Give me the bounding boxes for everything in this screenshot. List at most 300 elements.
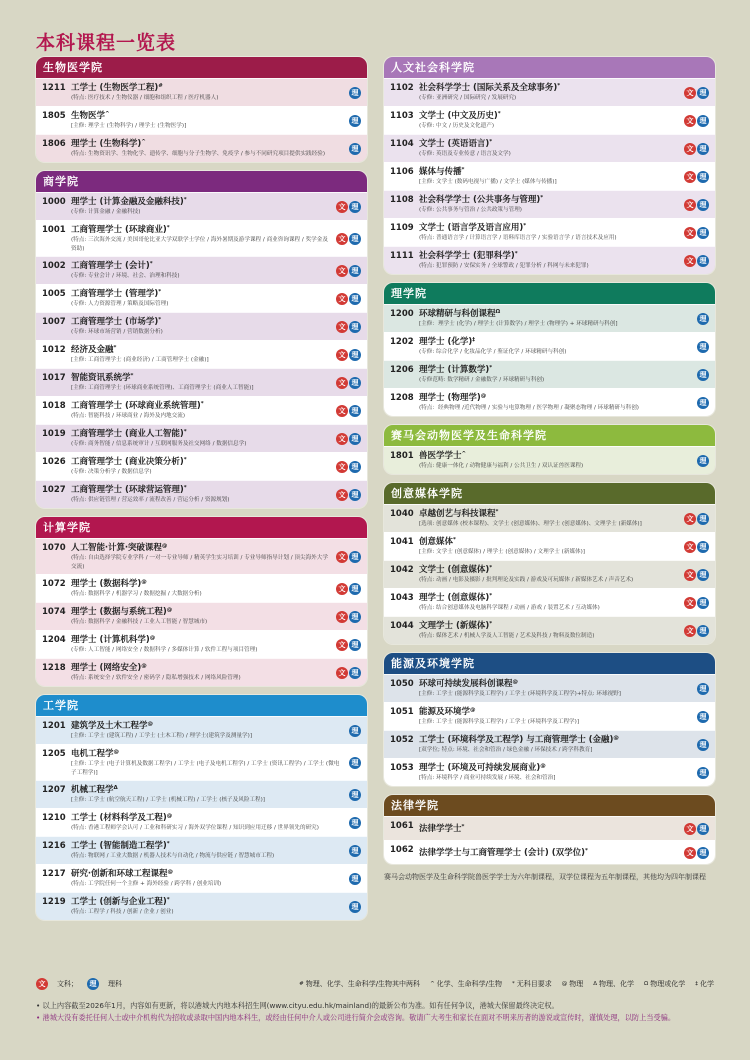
program-body xyxy=(71,138,349,159)
subject-requirement-mark: * xyxy=(461,167,465,174)
science-badge-icon: 理 xyxy=(349,87,361,99)
program-body xyxy=(419,392,697,413)
science-badge-icon: 理 xyxy=(349,233,361,245)
program-code: 1204 xyxy=(42,635,66,645)
program-title xyxy=(71,344,336,356)
program-code: 1202 xyxy=(390,337,414,347)
science-badge-icon: 理 xyxy=(697,569,709,581)
program-detail: [特点: 环境科学 / 商业可持续发展 / 环境、社会和管治] xyxy=(419,775,556,782)
program-row[interactable] xyxy=(36,716,367,744)
arts-badge-icon: 文 xyxy=(684,823,696,835)
program-title xyxy=(419,82,684,94)
arts-badge-icon: 文 xyxy=(684,847,696,859)
subject-requirement-mark: * xyxy=(166,841,170,848)
program-name: 工学士 (生物医学工程) xyxy=(71,83,159,94)
program-title xyxy=(419,620,684,632)
program-row[interactable] xyxy=(384,532,715,560)
program-detail: (特点: 数据科学 / 机器学习 / 数据挖掘 / 大数据分析) xyxy=(71,591,202,598)
program-title xyxy=(419,222,684,234)
science-badge-icon: 理 xyxy=(697,397,709,409)
program-name: 理学士 (网络安全) xyxy=(71,663,142,674)
program-row[interactable] xyxy=(36,424,367,452)
duration-note: 赛马会动物医学及生命科学院兽医学学士为六年制课程，双学位课程为五年制课程，其他均为四年制课程 xyxy=(384,873,706,881)
program-name: 工商管理学士 (管理学) xyxy=(71,289,159,300)
program-code: 1041 xyxy=(390,537,414,547)
subject-requirement-mark: * xyxy=(113,345,117,352)
program-body xyxy=(71,840,349,861)
program-detail: (专修: 决策分析学 / 数据信息学) xyxy=(71,469,152,476)
legend-mark: * xyxy=(512,981,515,987)
science-badge-icon: 理 xyxy=(349,845,361,857)
program-name: 电机工程学 xyxy=(71,749,114,759)
science-badge-icon: 理 xyxy=(697,823,709,835)
science-badge-icon: 理 xyxy=(697,739,709,751)
arts-badge-icon: 文 xyxy=(336,349,348,361)
science-badge-icon: 理 xyxy=(349,377,361,389)
program-row[interactable] xyxy=(36,220,367,256)
program-detail: (特点: 供应链管理 / 营运效率 / 流程改善 / 营运分析 / 资源规划) xyxy=(71,497,230,504)
program-name: 创意媒体 xyxy=(419,537,454,548)
stream-badges xyxy=(336,461,361,473)
science-badge-icon: 理 xyxy=(697,87,709,99)
school-section xyxy=(384,653,715,786)
program-title xyxy=(419,250,684,262)
program-detail: [主修: 文学士 (创意媒体) / 理学士 (创意媒体) / 文理学士 (新媒体)] xyxy=(419,549,585,556)
program-code: 1210 xyxy=(42,813,66,823)
program-title xyxy=(71,578,336,590)
science-badge-icon: 理 xyxy=(697,227,709,239)
school-header: 赛马会动物医学及生命科学院 xyxy=(384,425,715,446)
program-body xyxy=(71,344,336,365)
program-name: 工商管理学士 (市场学) xyxy=(71,317,159,328)
program-code: 1044 xyxy=(390,621,414,631)
program-detail: (特点: 香港工程师学会认可 / 工业和科研实习 / 海外双学位课程 / 知识到应用迁移 / 世界领先的研究) xyxy=(71,825,319,832)
program-code: 1012 xyxy=(42,345,66,355)
program-row[interactable] xyxy=(36,808,367,836)
stream-badges xyxy=(336,667,361,679)
stream-badges xyxy=(684,199,709,211)
program-code: 1050 xyxy=(390,679,414,689)
program-title xyxy=(419,138,684,150)
legend-science-label: 理科 xyxy=(108,980,122,988)
stream-badges xyxy=(349,817,361,829)
science-badge-icon: 理 xyxy=(349,201,361,213)
subject-requirement-mark: * xyxy=(183,429,187,436)
stream-badges xyxy=(349,143,361,155)
stream-badges xyxy=(336,551,361,563)
stream-badges xyxy=(697,369,709,381)
subject-requirement-mark: @ xyxy=(512,679,519,686)
program-title xyxy=(419,364,697,376)
subject-requirement-mark: @ xyxy=(141,663,147,670)
subject-requirement-mark: @ xyxy=(147,721,154,728)
program-code: 1019 xyxy=(42,429,66,439)
program-detail: (特点: 普通语言学 / 计算语言学 / 语料库语言学 / 实验语言学 / 语言技术及应用) xyxy=(419,235,617,242)
stream-badges xyxy=(349,757,361,769)
school-header: 能源及环境学院 xyxy=(384,653,715,674)
program-title xyxy=(71,400,336,412)
science-badge-icon: 理 xyxy=(349,489,361,501)
program-title xyxy=(71,748,349,760)
arts-badge-icon: 文 xyxy=(684,625,696,637)
program-body xyxy=(419,678,697,699)
program-row[interactable] xyxy=(384,134,715,162)
science-badge-icon: 理 xyxy=(349,757,361,769)
program-row[interactable] xyxy=(36,106,367,134)
program-body xyxy=(71,812,349,833)
program-title xyxy=(71,288,336,300)
program-row[interactable] xyxy=(36,836,367,864)
stream-badges xyxy=(349,789,361,801)
program-name: 理学士 (环境及可持续发展商业) xyxy=(419,763,541,774)
stream-badges xyxy=(336,639,361,651)
science-badge-icon: 理 xyxy=(697,455,709,467)
program-name: 理学士 (物理学) xyxy=(419,393,481,404)
program-row[interactable] xyxy=(36,892,367,920)
program-title xyxy=(71,372,336,384)
legend-key xyxy=(430,979,502,989)
science-badge-icon: 理 xyxy=(349,873,361,885)
legend-text: 化学 xyxy=(700,980,714,988)
program-body xyxy=(71,578,336,599)
program-row[interactable] xyxy=(384,730,715,758)
program-name: 智能资讯系统学 xyxy=(71,373,131,384)
program-body xyxy=(419,250,684,271)
program-title xyxy=(419,450,697,462)
legend-key xyxy=(299,979,420,989)
program-body xyxy=(419,706,697,727)
program-row[interactable] xyxy=(384,504,715,532)
school-section xyxy=(36,171,367,508)
program-code: 1061 xyxy=(390,821,414,831)
program-body xyxy=(71,662,336,683)
program-code: 1026 xyxy=(42,457,66,467)
subject-requirement-mark: * xyxy=(495,509,499,516)
program-detail: (特点: 智能科技 / 环球商业 / 海外及内地交流) xyxy=(71,413,186,420)
program-body xyxy=(419,847,684,859)
program-title xyxy=(71,82,349,94)
subject-requirement-mark: Ω xyxy=(495,309,501,316)
program-code: 1208 xyxy=(390,393,414,403)
left-column xyxy=(36,57,367,929)
program-name: 工商管理学士 (商业决策分析) xyxy=(71,457,184,468)
science-badge-icon: 理 xyxy=(349,789,361,801)
science-badge-icon: 理 xyxy=(697,625,709,637)
program-name: 工学士 (创新与企业工程) xyxy=(71,897,167,908)
program-body xyxy=(71,288,336,309)
program-code: 1040 xyxy=(390,509,414,519)
program-name: 社会科学学士 (国际关系及全球事务) xyxy=(419,83,558,94)
program-row[interactable] xyxy=(384,816,715,840)
subject-requirement-mark: * xyxy=(523,223,527,230)
subject-requirement-mark: * xyxy=(453,537,456,544)
subject-requirement-mark: * xyxy=(149,261,153,268)
program-name: 研究‧创新和环球工程课程 xyxy=(71,869,168,880)
program-body xyxy=(71,456,336,477)
science-badge-icon: 理 xyxy=(697,513,709,525)
subject-requirement-mark: * xyxy=(497,111,501,118)
science-badge-icon: 理 xyxy=(349,583,361,595)
program-name: 建筑学及土木工程学 xyxy=(71,721,148,732)
program-row[interactable] xyxy=(36,864,367,892)
program-detail: (专修: 计算金融 / 金融科技) xyxy=(71,209,141,216)
program-code: 1207 xyxy=(42,785,66,795)
program-row[interactable] xyxy=(384,588,715,616)
science-badge-icon: 理 xyxy=(349,321,361,333)
program-row[interactable] xyxy=(36,538,367,574)
legend-mark: Δ xyxy=(593,981,598,987)
program-title xyxy=(71,138,349,150)
program-row[interactable] xyxy=(384,388,715,416)
program-row[interactable] xyxy=(384,616,715,644)
stream-badges xyxy=(697,341,709,353)
program-name: 文学士 (中文及历史) xyxy=(419,111,498,122)
program-code: 1219 xyxy=(42,897,66,907)
school-section xyxy=(384,483,715,644)
program-row[interactable] xyxy=(36,780,367,808)
subject-requirement-mark: ^ xyxy=(461,451,467,458)
program-name: 文学士 (英语语言) xyxy=(419,139,490,150)
program-row[interactable] xyxy=(384,702,715,730)
program-row[interactable] xyxy=(384,246,715,274)
footnote-update: • 以上内容截至2026年1月，内容如有更新，将以港城大内地本科招生网(www.cityu.edu.hk/mainland)的最新公布为准。如有任何争议，港城大保留最终决定权。 xyxy=(36,1001,559,1010)
program-title xyxy=(71,110,349,122)
program-body xyxy=(419,336,697,357)
science-badge-icon: 理 xyxy=(697,115,709,127)
stream-badges xyxy=(697,739,709,751)
school-section xyxy=(384,57,715,274)
science-badge-icon: 理 xyxy=(349,143,361,155)
program-name: 工商管理学士 (环球商业系统管理) xyxy=(71,401,201,412)
program-detail: [主修: 工商管理学士 (环球商业系统管理)、工商管理学士 (商业人工智能)] xyxy=(71,385,254,392)
program-row[interactable] xyxy=(36,396,367,424)
subject-requirement-mark: * xyxy=(183,457,187,464)
arts-badge-icon: 文 xyxy=(336,265,348,277)
program-code: 1806 xyxy=(42,139,66,149)
subject-requirement-mark: # xyxy=(158,83,163,90)
program-row[interactable] xyxy=(36,744,367,780)
program-row[interactable] xyxy=(36,452,367,480)
subject-requirement-mark: * xyxy=(200,401,204,408)
legend-arts-label: 文科； xyxy=(57,980,78,988)
program-code: 1218 xyxy=(42,663,66,673)
program-title xyxy=(419,823,684,835)
stream-badges xyxy=(684,569,709,581)
program-detail: (特点: 犯罪预防 / 安保实务 / 全球警政 / 犯罪分析 / 科网与未来犯罪) xyxy=(419,263,589,270)
program-row[interactable] xyxy=(36,134,367,162)
legend-key xyxy=(512,979,552,989)
school-header: 法律学院 xyxy=(384,795,715,816)
program-body xyxy=(71,484,336,505)
school-section xyxy=(36,695,367,920)
program-name: 兽医学学士 xyxy=(419,451,462,462)
science-badge-icon: 理 xyxy=(349,667,361,679)
program-row[interactable] xyxy=(384,360,715,388)
program-name: 理学士 (化学) xyxy=(419,337,473,348)
program-code: 1205 xyxy=(42,749,66,759)
program-body xyxy=(71,400,336,421)
arts-badge-icon: 文 xyxy=(684,569,696,581)
science-badge-icon: 理 xyxy=(697,199,709,211)
program-row[interactable] xyxy=(36,602,367,630)
program-code: 1111 xyxy=(390,251,414,261)
program-body xyxy=(419,823,684,835)
program-detail: (专修: 英语及专业传意 / 语言及文学) xyxy=(419,151,511,158)
program-body xyxy=(71,784,349,805)
subject-requirement-mark: @ xyxy=(167,869,173,876)
program-row[interactable] xyxy=(36,480,367,508)
program-name: 文学士 (语言学及语言应用) xyxy=(419,223,524,234)
stream-badges xyxy=(684,847,709,859)
program-name: 社会科学学士 (公共事务与管理) xyxy=(419,195,541,206)
stream-badges xyxy=(349,87,361,99)
program-detail: [选项: 创意媒体 (校本课程)、文学士 (创意媒体)、理学士 (创意媒体)、文理学士 (新媒体)] xyxy=(419,521,642,528)
program-name: 工学士 (材料科学及工程) xyxy=(71,813,167,824)
legend-text: 物理、化学、生命科学/生物其中两科 xyxy=(305,980,421,988)
science-badge-icon: 理 xyxy=(697,143,709,155)
subject-requirement-mark: * xyxy=(158,289,162,296)
program-detail: (特点: 系统安全 / 软件安全 / 密码学 / 隐私增强技术 / 网络风险管理) xyxy=(71,675,241,682)
program-row[interactable] xyxy=(384,218,715,246)
program-name: 理学士 (计算金融及金融科技) xyxy=(71,197,184,208)
legend-text: 物理 xyxy=(569,980,584,988)
program-name: 环球精研与科创课程 xyxy=(419,309,496,320)
arts-badge-icon: 文 xyxy=(336,233,348,245)
program-row[interactable] xyxy=(384,674,715,702)
stream-badges xyxy=(697,711,709,723)
program-row[interactable] xyxy=(384,758,715,786)
program-detail: [主修: 工学士 (电子计算机及数据工程学) / 工学士 (电子及电机工程学) / 工学士 (资讯工程学) / 工学士 (微电子工程学)] xyxy=(71,761,340,776)
program-row[interactable] xyxy=(384,446,715,474)
arts-badge-icon: 文 xyxy=(336,551,348,563)
program-detail: (专修: 亚洲研究 / 国际研究 / 发展研究) xyxy=(419,95,517,102)
program-body xyxy=(419,734,697,755)
program-title xyxy=(419,734,697,746)
arts-badge-icon: 文 xyxy=(36,978,48,990)
program-code: 1072 xyxy=(42,579,66,589)
arts-badge-icon: 文 xyxy=(684,227,696,239)
science-badge-icon: 理 xyxy=(349,551,361,563)
science-badge-icon: 理 xyxy=(349,639,361,651)
arts-badge-icon: 文 xyxy=(684,199,696,211)
program-row[interactable] xyxy=(36,368,367,396)
program-title xyxy=(419,508,684,520)
program-body xyxy=(419,508,684,529)
program-row[interactable] xyxy=(36,340,367,368)
program-row[interactable] xyxy=(36,192,367,220)
program-body xyxy=(71,82,349,103)
science-badge-icon: 理 xyxy=(87,978,99,990)
stream-badges xyxy=(684,823,709,835)
program-row[interactable] xyxy=(384,106,715,134)
program-code: 1062 xyxy=(390,845,414,855)
program-name: 社会科学学士 (犯罪科学) xyxy=(419,251,515,262)
program-row[interactable] xyxy=(36,574,367,602)
program-row[interactable] xyxy=(384,332,715,360)
program-code: 1070 xyxy=(42,543,66,553)
program-detail: (特点: 结合创意媒体及电脑科学课程 / 动画 / 游戏 / 装置艺术 / 互动媒体) xyxy=(419,605,600,612)
subject-requirement-mark: @ xyxy=(113,749,120,755)
program-row[interactable] xyxy=(384,162,715,190)
arts-badge-icon: 文 xyxy=(336,583,348,595)
program-name: 理学士 (生物科学) xyxy=(71,139,142,150)
program-row[interactable] xyxy=(384,190,715,218)
stream-badges xyxy=(336,201,361,213)
program-title xyxy=(71,662,336,674)
science-badge-icon: 理 xyxy=(697,171,709,183)
subject-requirement-mark: * xyxy=(540,195,544,202)
stream-badges xyxy=(336,293,361,305)
program-detail: (专修: 专业会计 / 环境、社会、治理和科技) xyxy=(71,273,180,280)
program-row[interactable] xyxy=(36,78,367,106)
subject-requirement-mark: * xyxy=(489,365,493,372)
program-row[interactable] xyxy=(384,840,715,864)
stream-badges xyxy=(336,377,361,389)
program-code: 1001 xyxy=(42,225,66,235)
program-row[interactable] xyxy=(36,630,367,658)
subject-requirement-mark: @ xyxy=(141,579,147,586)
legend-text: 化学、生命科学/生物 xyxy=(436,980,503,988)
program-code: 1074 xyxy=(42,607,66,617)
program-row[interactable] xyxy=(36,312,367,340)
program-detail: (特点: 工程学 / 科技 / 创新 / 企业 / 创业) xyxy=(71,909,174,916)
program-title xyxy=(419,392,697,404)
legend-text: 物理、化学 xyxy=(599,980,635,988)
program-title xyxy=(419,564,684,576)
science-badge-icon: 理 xyxy=(349,349,361,361)
program-title xyxy=(71,840,349,852)
program-body xyxy=(71,542,336,571)
program-detail: [主修: 文学士 (数码电视与广播) / 文学士 (媒体与传播)] xyxy=(419,179,557,186)
program-detail: (专修: 综合化学 / 化妆品化学 / 鉴证化学 / 环球精研与科创) xyxy=(419,349,567,356)
subject-requirement-mark: ^ xyxy=(105,111,110,118)
program-row[interactable] xyxy=(36,256,367,284)
program-name: 法律学学士与工商管理学士 (会计) (双学位) xyxy=(419,847,585,858)
program-title xyxy=(71,542,336,554)
stream-badges xyxy=(684,513,709,525)
science-badge-icon: 理 xyxy=(349,901,361,913)
science-badge-icon: 理 xyxy=(697,541,709,553)
stream-badges xyxy=(349,725,361,737)
program-title xyxy=(71,316,336,328)
subject-requirement-mark: Δ xyxy=(113,785,118,792)
program-detail: (专修范畴: 数学精研 / 金融数学 / 环球精研与科创) xyxy=(419,377,545,384)
program-body xyxy=(71,720,349,741)
program-detail: [主修: 工商管理学士 (商业经济) / 工商管理学士 (金融)] xyxy=(71,357,209,364)
program-detail: (特点: 数据科学 / 金融科技 / 工业人工智能 / 智慧城市) xyxy=(71,619,208,626)
arts-badge-icon: 文 xyxy=(336,201,348,213)
stream-badges xyxy=(697,397,709,409)
stream-badges xyxy=(697,313,709,325)
program-row[interactable] xyxy=(384,78,715,106)
program-name: 人工智能‧计算‧突破课程 xyxy=(71,543,162,553)
subject-requirement-mark: ‡ xyxy=(472,337,475,344)
program-row[interactable] xyxy=(36,658,367,686)
program-row[interactable] xyxy=(384,304,715,332)
program-body xyxy=(71,868,349,889)
program-title xyxy=(419,592,684,604)
arts-badge-icon: 文 xyxy=(684,255,696,267)
program-detail: (特点: 健康一体化 / 动物健康与福利 / 公共卫生 / 双认证兽医课程) xyxy=(419,463,584,470)
subject-requirement-mark: * xyxy=(489,621,493,628)
legend-text: 物理或化学 xyxy=(650,980,686,988)
program-name: 工学士 (智能制造工程学) xyxy=(71,841,167,852)
program-row[interactable] xyxy=(384,560,715,588)
arts-badge-icon: 文 xyxy=(336,405,348,417)
program-row[interactable] xyxy=(36,284,367,312)
program-body xyxy=(71,224,336,253)
school-header: 工学院 xyxy=(36,695,367,716)
